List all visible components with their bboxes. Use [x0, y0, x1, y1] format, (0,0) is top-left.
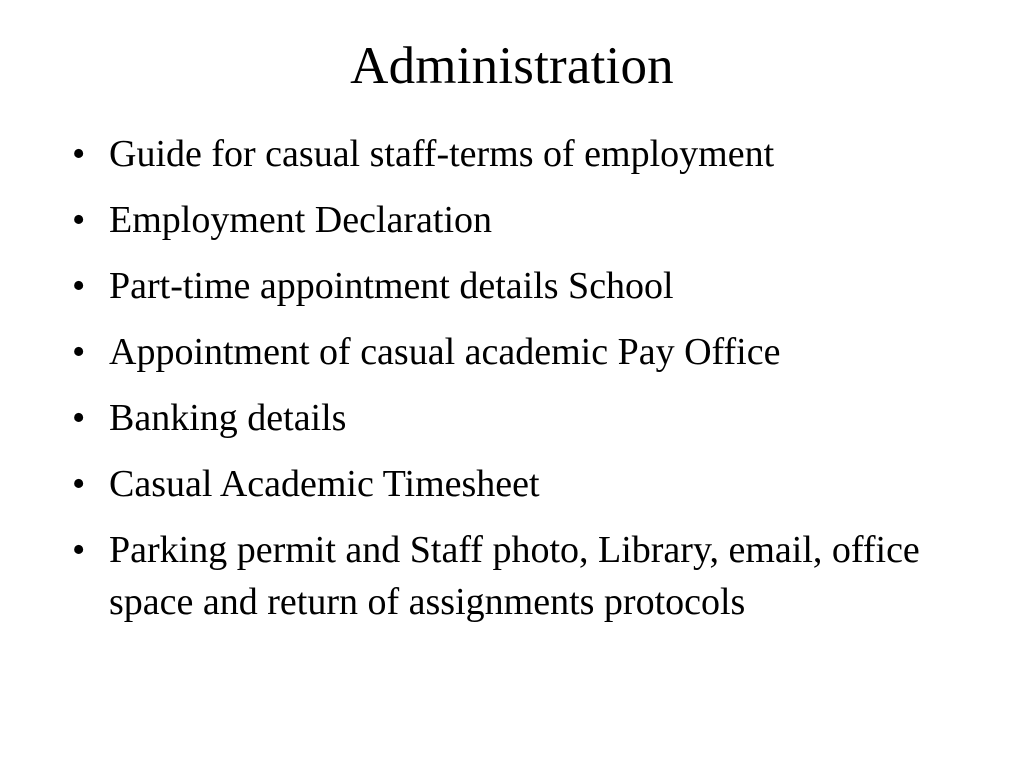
bullet-item-parking-and-protocols — [72, 524, 952, 628]
bullet-text: Parking permit and Staff photo, Library, email, office space and return of assignments protocols — [109, 529, 920, 623]
bullet-text: Part-time appointment details School — [109, 265, 674, 307]
bullet-icon: • — [72, 397, 86, 439]
bullet-icon: • — [72, 463, 86, 505]
bullet-text: Casual Academic Timesheet — [109, 463, 540, 505]
bullet-icon: • — [72, 529, 86, 571]
bullet-item-timesheet — [72, 458, 952, 510]
bullet-text: Banking details — [109, 397, 347, 439]
bullet-item-employment-declaration — [72, 194, 952, 246]
bullet-icon: • — [72, 265, 86, 307]
bullet-item-banking-details — [72, 392, 952, 444]
bullet-text: Appointment of casual academic Pay Office — [109, 331, 781, 373]
bullet-text: Employment Declaration — [109, 199, 493, 241]
bullet-icon: • — [72, 199, 86, 241]
bullet-icon: • — [72, 331, 86, 373]
slide-title: Administration — [350, 37, 674, 95]
bullet-item-part-time-appointment — [72, 260, 952, 312]
bullet-list — [72, 128, 952, 628]
bullet-text: Guide for casual staff-terms of employment — [109, 133, 775, 175]
bullet-item-casual-academic-appointment — [72, 326, 952, 378]
bullet-item-casual-staff-guide — [72, 128, 952, 180]
bullet-icon: • — [72, 133, 86, 175]
